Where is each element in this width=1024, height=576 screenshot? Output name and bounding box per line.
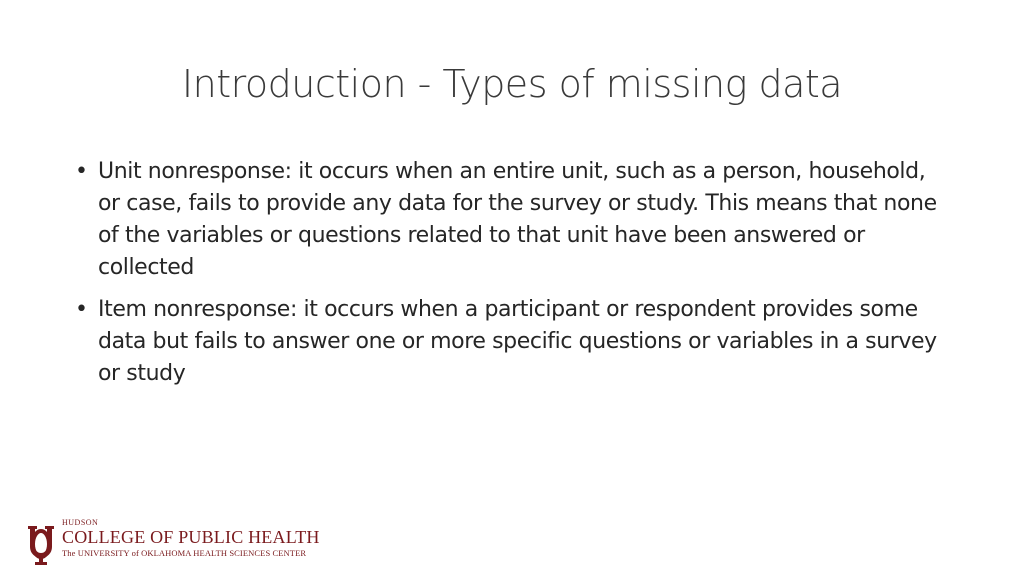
logo-university: The UNIVERSITY of OKLAHOMA HEALTH SCIENCES CENTER xyxy=(62,548,307,558)
logo-text xyxy=(62,518,320,559)
bullet-item-item-nonresponse xyxy=(73,294,953,390)
bullet-marker: • xyxy=(75,159,88,184)
bullet-list xyxy=(73,156,953,400)
slide-title: Introduction - Types of missing data xyxy=(181,62,843,106)
ou-logo-icon xyxy=(24,522,58,566)
logo-college-name: COLLEGE OF PUBLIC HEALTH xyxy=(62,527,320,547)
bullet-item-unit-nonresponse xyxy=(73,156,953,284)
college-logo xyxy=(24,518,324,568)
bullet-text: Item nonresponse: it occurs when a participant or respondent provides some data but fails to answer one or more specific questions or variables in a survey or study xyxy=(98,297,937,386)
bullet-marker: • xyxy=(75,297,88,322)
bullet-text: Unit nonresponse: it occurs when an entire unit, such as a person, household, or case, fails to provide any data for the survey or study. This means that none of the variables or questions related to that unit have been answered or collected xyxy=(98,159,937,280)
logo-hudson: HUDSON xyxy=(62,518,99,527)
